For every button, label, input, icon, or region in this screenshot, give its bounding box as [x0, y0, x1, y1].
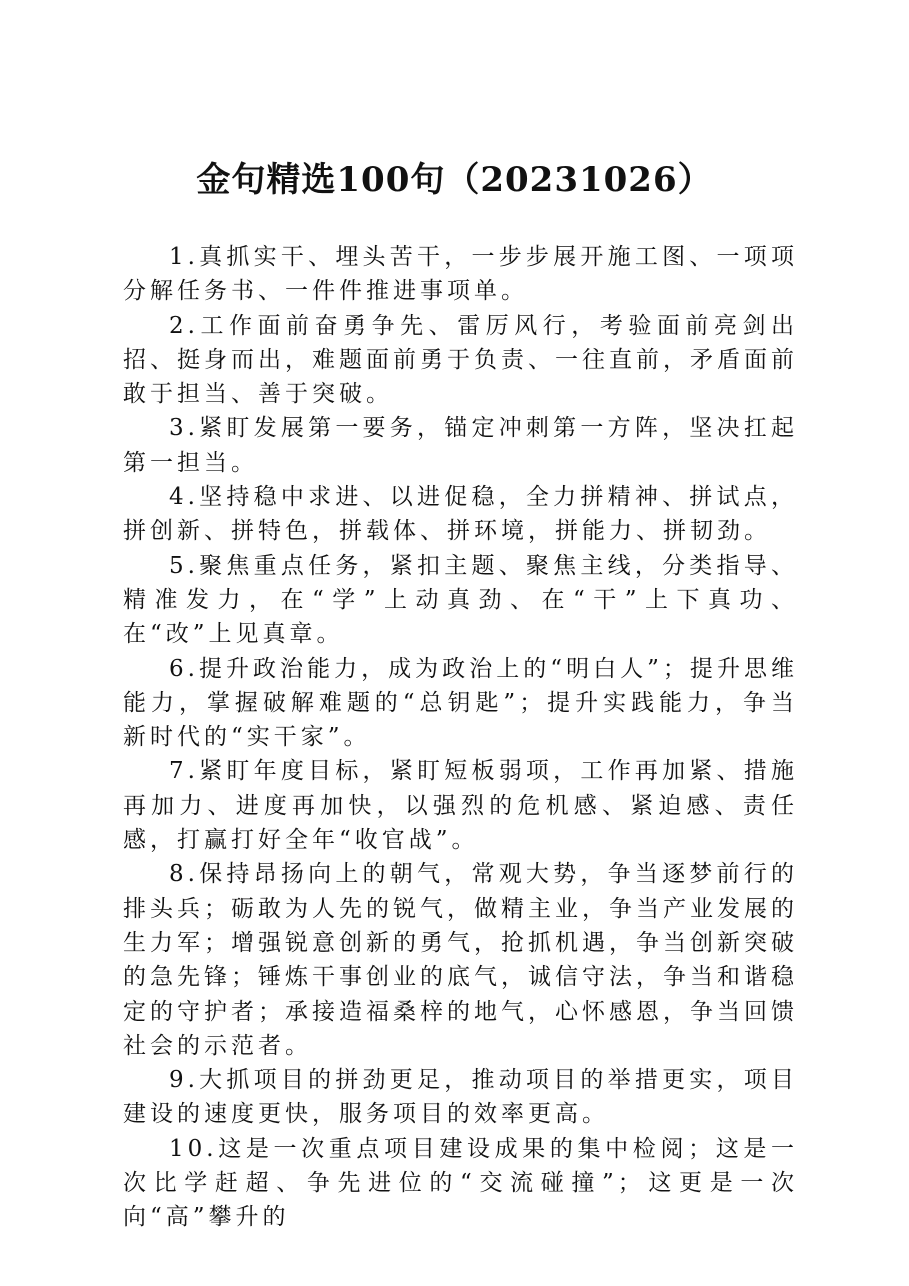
paragraph-9: 9.大抓项目的拼劲更足，推动项目的举措更实，项目建设的速度更快，服务项目的效率更高。 — [123, 1067, 798, 1128]
paragraph-6: 6.提升政治能力，成为政治上的“明白人”；提升思维能力，掌握破解难题的“总钥匙”；提升实践能力，争当新时代的“实干家”。 — [123, 655, 798, 751]
paragraph-1: 1.真抓实干、埋头苦干，一步步展开施工图、一项项分解任务书、一件件推进事项单。 — [123, 244, 798, 305]
document-title: 金句精选100句（20231026） — [196, 160, 713, 200]
document-body — [123, 240, 798, 1235]
paragraph-2: 2.工作面前奋勇争先、雷厉风行，考验面前亮剑出招、挺身而出，难题面前勇于负责、一往直前，矛盾面前敢于担当、善于突破。 — [123, 312, 798, 408]
paragraph-3: 3.紧盯发展第一要务，锚定冲刺第一方阵，坚决扛起第一担当。 — [123, 415, 798, 476]
paragraph-8: 8.保持昂扬向上的朝气，常观大势，争当逐梦前行的排头兵；砺敢为人先的锐气，做精主业，争当产业发展的生力军；增强锐意创新的勇气，抢抓机遇，争当创新突破的急先锋；锤炼干事创业的底气，诚信守法，争当和谐稳定的守护者；承接造福桑梓的地气，心怀感恩，争当回馈社会的示范者。 — [123, 861, 798, 1059]
paragraph-4: 4.坚持稳中求进、以进促稳，全力拼精神、拼试点，拼创新、拼特色，拼载体、拼环境，拼能力、拼韧劲。 — [123, 484, 798, 545]
paragraph-5: 5.聚焦重点任务，紧扣主题、聚焦主线，分类指导、精准发力，在“学”上动真劲、在“干”上下真功、在“改”上见真章。 — [123, 552, 798, 648]
paragraph-7: 7.紧盯年度目标，紧盯短板弱项，工作再加紧、措施再加力、进度再加快，以强烈的危机感、紧迫感、责任感，打赢打好全年“收官战”。 — [123, 758, 798, 854]
paragraph-10: 10.这是一次重点项目建设成果的集中检阅；这是一次比学赶超、争先进位的“交流碰撞”；这更是一次向“高”攀升的 — [123, 1135, 798, 1231]
